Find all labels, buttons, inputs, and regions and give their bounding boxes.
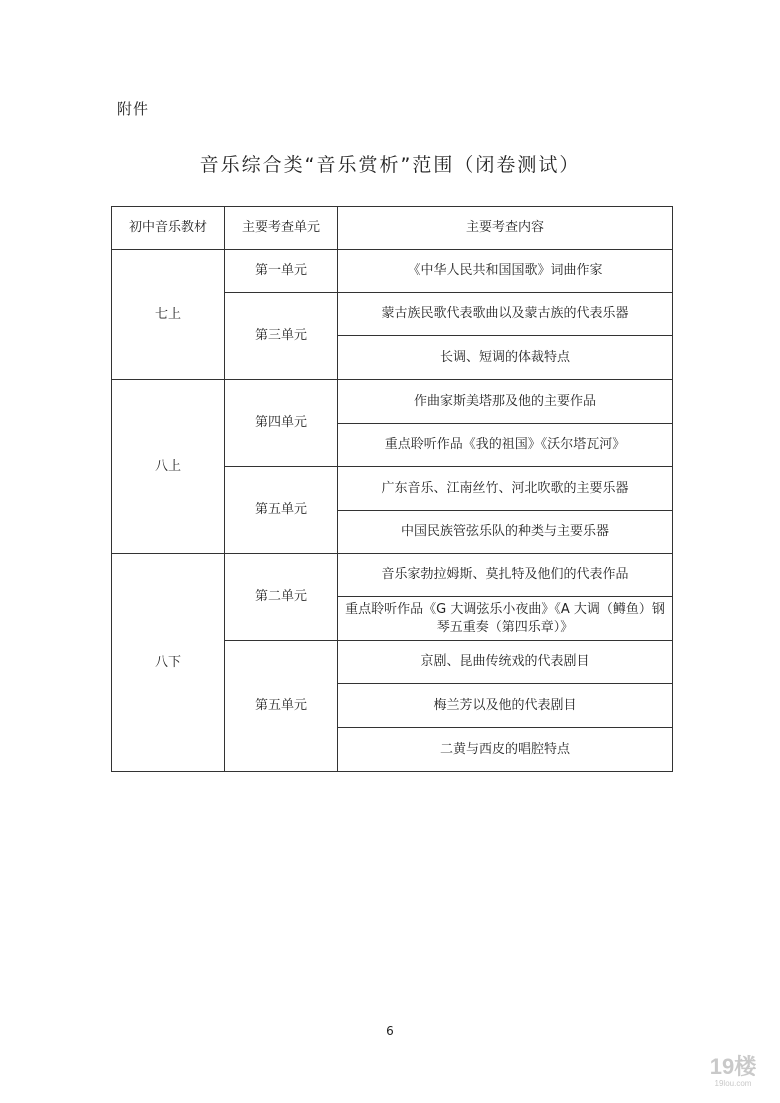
page-number: 6 <box>386 1024 394 1038</box>
table-row <box>112 554 673 597</box>
unit-cell: 第四单元 <box>225 380 338 467</box>
table-row <box>112 380 673 424</box>
header-unit: 主要考查单元 <box>225 207 338 250</box>
content-cell: 《中华人民共和国国歌》词曲作家 <box>338 250 673 293</box>
content-cell: 二黄与西皮的唱腔特点 <box>338 728 673 772</box>
watermark-text: 19楼 <box>709 1054 757 1079</box>
watermark-subtext: 19lou.com <box>714 1079 752 1088</box>
textbook-cell: 七上 <box>112 250 225 380</box>
textbook-cell: 八下 <box>112 554 225 772</box>
unit-cell: 第五单元 <box>225 641 338 772</box>
exam-scope-table <box>111 206 673 772</box>
content-cell: 作曲家斯美塔那及他的主要作品 <box>338 380 673 424</box>
header-content: 主要考查内容 <box>338 207 673 250</box>
table-header-row <box>112 207 673 250</box>
content-cell: 梅兰芳以及他的代表剧目 <box>338 684 673 728</box>
document-title: 音乐综合类“音乐赏析”范围（闭卷测试） <box>199 154 581 176</box>
content-cell: 京剧、昆曲传统戏的代表剧目 <box>338 641 673 684</box>
table-row <box>112 250 673 293</box>
attachment-label: 附件 <box>117 100 150 118</box>
header-textbook: 初中音乐教材 <box>112 207 225 250</box>
content-cell: 蒙古族民歌代表歌曲以及蒙古族的代表乐器 <box>338 293 673 336</box>
unit-cell: 第五单元 <box>225 467 338 554</box>
unit-cell: 第三单元 <box>225 293 338 380</box>
content-cell: 长调、短调的体裁特点 <box>338 336 673 380</box>
unit-cell: 第一单元 <box>225 250 338 293</box>
content-cell: 中国民族管弦乐队的种类与主要乐器 <box>338 511 673 554</box>
content-cell: 音乐家勃拉姆斯、莫扎特及他们的代表作品 <box>338 554 673 597</box>
unit-cell: 第二单元 <box>225 554 338 641</box>
site-watermark-logo <box>702 1049 764 1089</box>
content-cell: 广东音乐、江南丝竹、河北吹歌的主要乐器 <box>338 467 673 511</box>
textbook-cell: 八上 <box>112 380 225 554</box>
content-cell: 重点聆听作品《G 大调弦乐小夜曲》《A 大调（鳟鱼）钢琴五重奏（第四乐章）》 <box>338 597 673 641</box>
content-cell: 重点聆听作品《我的祖国》《沃尔塔瓦河》 <box>338 424 673 467</box>
